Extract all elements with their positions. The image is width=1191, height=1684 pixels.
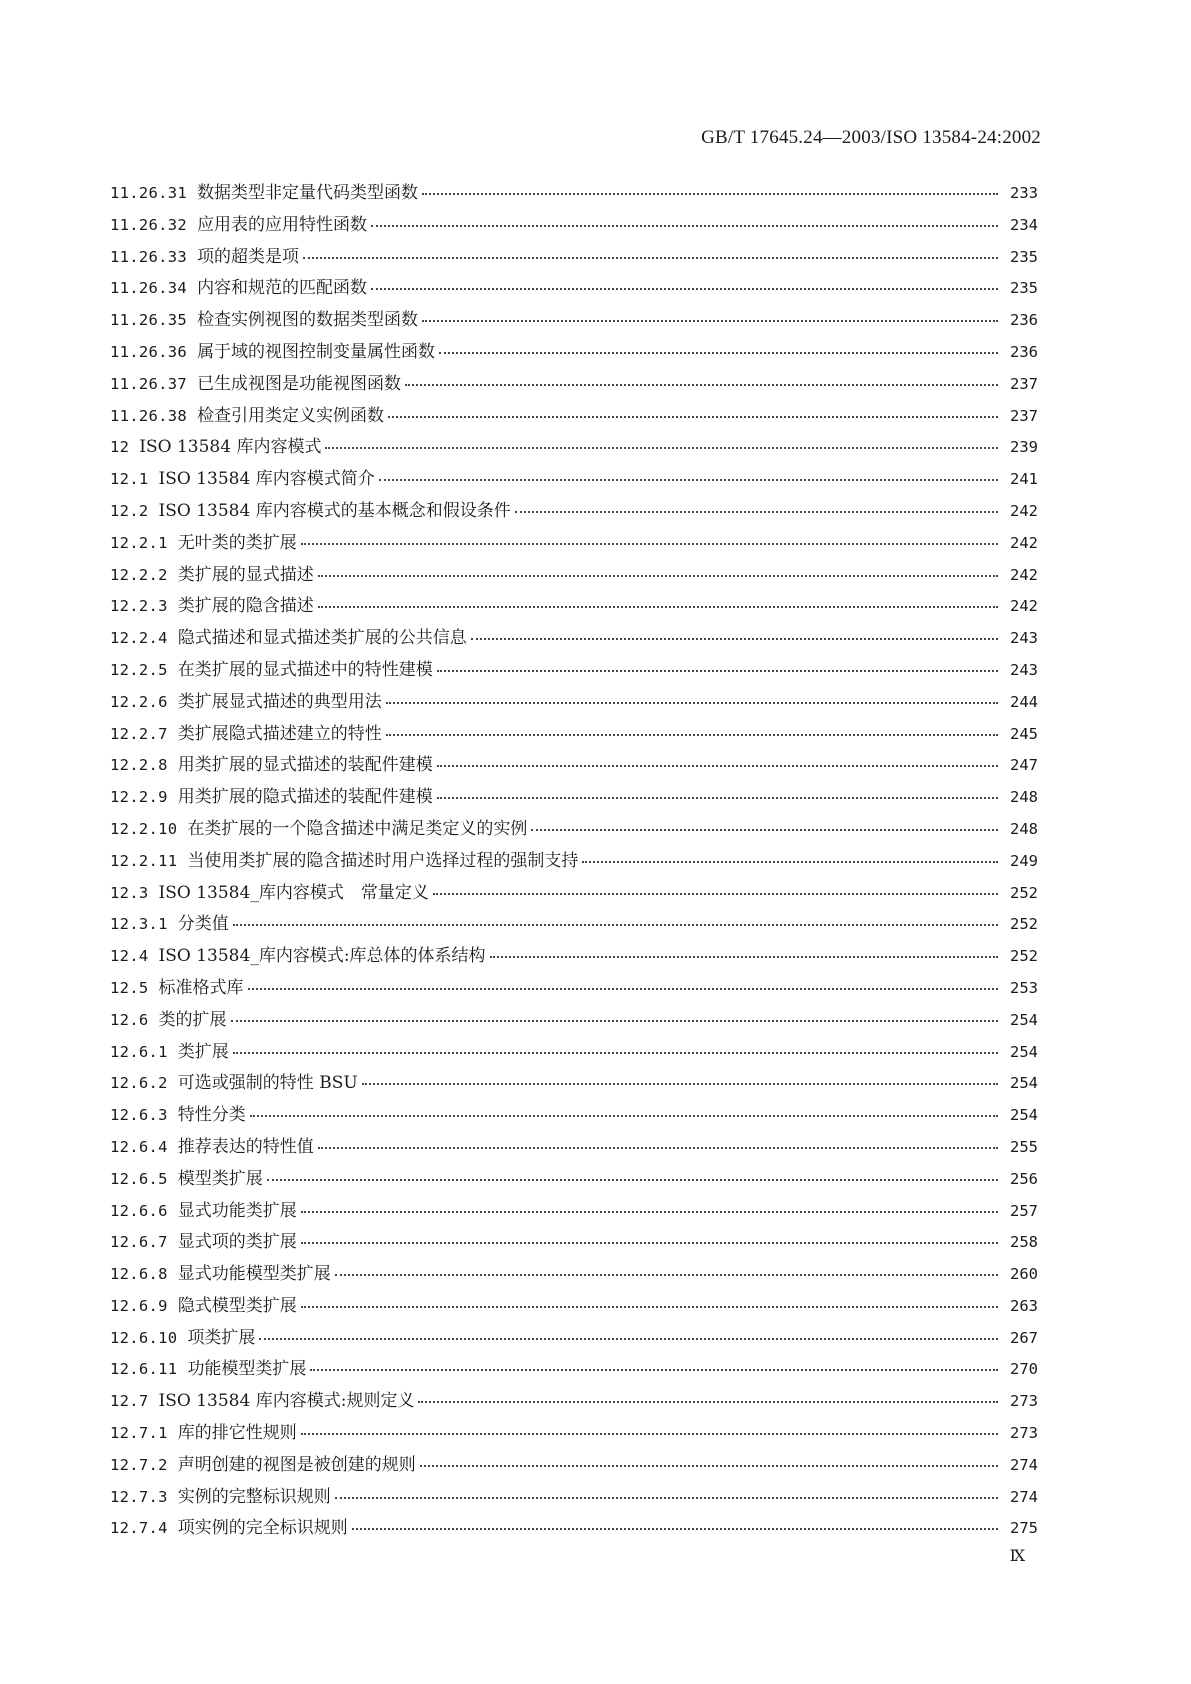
toc-entry-page: 254 bbox=[1010, 1074, 1038, 1093]
toc-entry[interactable] bbox=[110, 878, 1038, 910]
dot-leader bbox=[386, 701, 998, 704]
toc-entry-title: 内容和规范的匹配函数 bbox=[197, 278, 368, 299]
toc-entry[interactable] bbox=[110, 273, 1038, 305]
dot-leader bbox=[301, 542, 998, 545]
toc-entry-page: 253 bbox=[1010, 978, 1038, 997]
dot-leader bbox=[318, 605, 998, 608]
toc-entry-page: 270 bbox=[1010, 1360, 1038, 1379]
toc-entry[interactable] bbox=[110, 210, 1038, 242]
toc-entry-number: 12.6.4 bbox=[110, 1137, 168, 1156]
toc-entry-title: 类扩展隐式描述建立的特性 bbox=[177, 723, 382, 744]
toc-entry[interactable] bbox=[110, 1005, 1038, 1037]
dot-leader bbox=[379, 478, 998, 481]
dot-leader bbox=[250, 1114, 998, 1117]
dot-leader bbox=[418, 1400, 998, 1403]
toc-entry[interactable] bbox=[110, 623, 1038, 655]
table-of-contents bbox=[110, 178, 1038, 1545]
toc-entry[interactable] bbox=[110, 1418, 1038, 1450]
toc-entry-number: 12.6.7 bbox=[110, 1233, 168, 1252]
toc-entry-title: ISO 13584 库内容模式简介 bbox=[158, 469, 375, 490]
toc-entry-page: 254 bbox=[1010, 1042, 1038, 1061]
dot-leader bbox=[310, 1368, 998, 1371]
toc-entry[interactable] bbox=[110, 369, 1038, 401]
toc-entry[interactable] bbox=[110, 655, 1038, 687]
toc-entry-number: 12.2.7 bbox=[110, 724, 168, 743]
toc-entry-title: 功能模型类扩展 bbox=[187, 1359, 307, 1380]
toc-entry-title: 类的扩展 bbox=[158, 1009, 227, 1030]
dot-leader bbox=[437, 796, 998, 799]
dot-leader bbox=[301, 1241, 998, 1244]
toc-entry-number: 12.6.11 bbox=[110, 1360, 178, 1379]
toc-entry-number: 12.2.1 bbox=[110, 533, 168, 552]
toc-entry[interactable] bbox=[110, 1354, 1038, 1386]
toc-entry-title: 项实例的完全标识规则 bbox=[177, 1518, 348, 1539]
toc-entry-number: 12.6.2 bbox=[110, 1074, 168, 1093]
dot-leader bbox=[582, 860, 998, 863]
toc-entry[interactable] bbox=[110, 814, 1038, 846]
page-folio: Ⅸ bbox=[1009, 1548, 1025, 1565]
toc-entry[interactable] bbox=[110, 1100, 1038, 1132]
toc-entry-title: 模型类扩展 bbox=[177, 1168, 263, 1189]
toc-entry-number: 12.2.2 bbox=[110, 565, 168, 584]
toc-entry-number: 12.3.1 bbox=[110, 915, 168, 934]
toc-entry-page: 256 bbox=[1010, 1169, 1038, 1188]
toc-entry[interactable] bbox=[110, 305, 1038, 337]
toc-entry-title: 可选或强制的特性 BSU bbox=[177, 1073, 358, 1094]
toc-entry-title: 类扩展的隐含描述 bbox=[177, 596, 314, 617]
toc-entry-title: 分类值 bbox=[177, 914, 229, 935]
toc-entry[interactable] bbox=[110, 1164, 1038, 1196]
toc-entry-page: 236 bbox=[1010, 311, 1038, 330]
dot-leader bbox=[301, 1432, 998, 1435]
dot-leader bbox=[405, 383, 998, 386]
toc-entry-page: 242 bbox=[1010, 501, 1038, 520]
toc-entry-number: 11.26.38 bbox=[110, 406, 188, 425]
dot-leader bbox=[248, 987, 998, 990]
toc-entry-page: 249 bbox=[1010, 851, 1038, 870]
toc-entry-page: 239 bbox=[1010, 438, 1038, 457]
toc-entry-title: 特性分类 bbox=[177, 1105, 246, 1126]
toc-entry-page: 242 bbox=[1010, 565, 1038, 584]
dot-leader bbox=[301, 1210, 998, 1213]
dot-leader bbox=[335, 1273, 998, 1276]
toc-entry-title: 显式功能类扩展 bbox=[177, 1200, 297, 1221]
toc-entry[interactable] bbox=[110, 687, 1038, 719]
toc-entry-page: 242 bbox=[1010, 597, 1038, 616]
toc-entry-number: 12.6.6 bbox=[110, 1201, 168, 1220]
dot-leader bbox=[371, 224, 998, 227]
toc-entry-title: 用类扩展的显式描述的装配件建模 bbox=[177, 755, 433, 776]
dot-leader bbox=[318, 574, 998, 577]
dot-leader bbox=[371, 287, 998, 290]
dot-leader bbox=[420, 1464, 998, 1467]
toc-entry[interactable] bbox=[110, 528, 1038, 560]
toc-entry[interactable] bbox=[110, 782, 1038, 814]
toc-entry-number: 12.2 bbox=[110, 501, 149, 520]
dot-leader bbox=[318, 1146, 998, 1149]
toc-entry-page: 252 bbox=[1010, 947, 1038, 966]
toc-entry-number: 12.2.4 bbox=[110, 629, 168, 648]
toc-entry-title: 当使用类扩展的隐含描述时用户选择过程的强制支持 bbox=[187, 850, 579, 871]
dot-leader bbox=[325, 446, 998, 449]
toc-entry-page: 254 bbox=[1010, 1010, 1038, 1029]
toc-entry-number: 11.26.37 bbox=[110, 374, 188, 393]
dot-leader bbox=[231, 1019, 998, 1022]
toc-entry[interactable] bbox=[110, 1513, 1038, 1545]
toc-entry-page: 252 bbox=[1010, 915, 1038, 934]
toc-entry-number: 12.3 bbox=[110, 883, 149, 902]
dot-leader bbox=[531, 828, 998, 831]
dot-leader bbox=[437, 764, 998, 767]
toc-entry-title: 推荐表达的特性值 bbox=[177, 1136, 314, 1157]
toc-entry[interactable] bbox=[110, 591, 1038, 623]
toc-entry[interactable] bbox=[110, 1037, 1038, 1069]
dot-leader bbox=[303, 256, 998, 259]
toc-entry-number: 12.2.9 bbox=[110, 788, 168, 807]
toc-entry[interactable] bbox=[110, 178, 1038, 210]
dot-leader bbox=[433, 892, 998, 895]
dot-leader bbox=[259, 1337, 998, 1340]
dot-leader bbox=[471, 637, 998, 640]
toc-entry-title: 在类扩展的显式描述中的特性建模 bbox=[177, 659, 433, 680]
toc-entry-number: 12.2.10 bbox=[110, 819, 178, 838]
toc-entry-number: 12.6.3 bbox=[110, 1106, 168, 1125]
toc-entry[interactable] bbox=[110, 846, 1038, 878]
toc-entry-title: 标准格式库 bbox=[158, 977, 244, 998]
toc-entry-number: 11.26.33 bbox=[110, 247, 188, 266]
toc-entry-title: ISO 13584 库内容模式:规则定义 bbox=[158, 1391, 415, 1412]
toc-entry-number: 12.2.11 bbox=[110, 851, 178, 870]
toc-entry[interactable] bbox=[110, 750, 1038, 782]
toc-entry-title: ISO 13584 库内容模式的基本概念和假设条件 bbox=[158, 500, 511, 521]
toc-entry-title: 在类扩展的一个隐含描述中满足类定义的实例 bbox=[187, 818, 528, 839]
toc-entry-page: 274 bbox=[1010, 1487, 1038, 1506]
toc-entry-page: 248 bbox=[1010, 788, 1038, 807]
toc-entry-page: 255 bbox=[1010, 1137, 1038, 1156]
toc-entry[interactable] bbox=[110, 1482, 1038, 1514]
toc-entry-page: 243 bbox=[1010, 660, 1038, 679]
toc-entry-title: 应用表的应用特性函数 bbox=[197, 214, 368, 235]
toc-entry-page: 263 bbox=[1010, 1296, 1038, 1315]
toc-entry-number: 12.7.3 bbox=[110, 1487, 168, 1506]
toc-entry-page: 252 bbox=[1010, 883, 1038, 902]
dot-leader bbox=[267, 1178, 998, 1181]
toc-entry-number: 12 bbox=[110, 438, 130, 457]
toc-entry-page: 248 bbox=[1010, 819, 1038, 838]
toc-entry-page: 235 bbox=[1010, 279, 1038, 298]
toc-entry-number: 12.4 bbox=[110, 947, 149, 966]
toc-entry[interactable] bbox=[110, 496, 1038, 528]
toc-entry[interactable] bbox=[110, 1068, 1038, 1100]
toc-entry-number: 11.26.36 bbox=[110, 342, 188, 361]
toc-entry-title: 库的排它性规则 bbox=[177, 1423, 297, 1444]
dot-leader bbox=[233, 1051, 998, 1054]
toc-entry-title: 隐式模型类扩展 bbox=[177, 1295, 297, 1316]
toc-entry-page: 243 bbox=[1010, 629, 1038, 648]
toc-entry-title: 声明创建的视图是被创建的规则 bbox=[177, 1454, 416, 1475]
toc-entry-title: ISO 13584 库内容模式 bbox=[139, 437, 322, 458]
toc-entry-title: ISO 13584_库内容模式:库总体的体系结构 bbox=[158, 946, 486, 967]
toc-entry[interactable] bbox=[110, 1450, 1038, 1482]
toc-entry[interactable] bbox=[110, 560, 1038, 592]
toc-entry[interactable] bbox=[110, 941, 1038, 973]
toc-entry-page: 267 bbox=[1010, 1328, 1038, 1347]
toc-entry-number: 11.26.34 bbox=[110, 279, 188, 298]
toc-entry-page: 245 bbox=[1010, 724, 1038, 743]
toc-entry-page: 237 bbox=[1010, 406, 1038, 425]
dot-leader bbox=[439, 351, 998, 354]
toc-entry-number: 11.26.31 bbox=[110, 184, 188, 202]
toc-entry-page: 260 bbox=[1010, 1265, 1038, 1284]
dot-leader bbox=[335, 1496, 998, 1499]
dot-leader bbox=[437, 669, 998, 672]
toc-entry-number: 12.5 bbox=[110, 978, 149, 997]
toc-entry-page: 273 bbox=[1010, 1392, 1038, 1411]
toc-entry-title: 检查引用类定义实例函数 bbox=[197, 405, 385, 426]
toc-entry-page: 254 bbox=[1010, 1106, 1038, 1125]
toc-entry-title: 检查实例视图的数据类型函数 bbox=[197, 310, 419, 331]
toc-entry-page: 237 bbox=[1010, 374, 1038, 393]
toc-entry-number: 12.7.4 bbox=[110, 1519, 168, 1538]
dot-leader bbox=[352, 1527, 998, 1530]
toc-entry[interactable] bbox=[110, 1291, 1038, 1323]
dot-leader bbox=[388, 415, 998, 418]
dot-leader bbox=[490, 955, 998, 958]
dot-leader bbox=[362, 1082, 998, 1085]
toc-entry-number: 12.6.5 bbox=[110, 1169, 168, 1188]
toc-entry-page: 275 bbox=[1010, 1519, 1038, 1538]
toc-entry-number: 12.2.5 bbox=[110, 660, 168, 679]
toc-entry-page: 242 bbox=[1010, 533, 1038, 552]
toc-entry[interactable] bbox=[110, 337, 1038, 369]
dot-leader bbox=[422, 319, 998, 322]
toc-entry-title: 类扩展的显式描述 bbox=[177, 564, 314, 585]
toc-entry-page: 244 bbox=[1010, 692, 1038, 711]
toc-entry-page: 241 bbox=[1010, 470, 1038, 489]
toc-entry-title: 项的超类是项 bbox=[197, 246, 300, 267]
toc-entry[interactable] bbox=[110, 432, 1038, 464]
toc-entry-title: 用类扩展的隐式描述的装配件建模 bbox=[177, 787, 433, 808]
toc-entry-page: 247 bbox=[1010, 756, 1038, 775]
toc-entry[interactable] bbox=[110, 1386, 1038, 1418]
toc-entry-number: 12.6.1 bbox=[110, 1042, 168, 1061]
toc-entry-number: 12.7 bbox=[110, 1392, 149, 1411]
toc-entry[interactable] bbox=[110, 1323, 1038, 1355]
toc-entry-title: 无叶类的类扩展 bbox=[177, 532, 297, 553]
toc-entry[interactable] bbox=[110, 1196, 1038, 1228]
dot-leader bbox=[301, 1305, 998, 1308]
toc-entry-title: 数据类型非定量代码类型函数 bbox=[197, 183, 419, 203]
toc-entry-number: 11.26.32 bbox=[110, 215, 188, 234]
toc-entry-title: 实例的完整标识规则 bbox=[177, 1486, 331, 1507]
toc-entry-title: ISO 13584_库内容模式 常量定义 bbox=[158, 882, 429, 903]
standard-header: GB/T 17645.24—2003/ISO 13584-24:2002 bbox=[701, 127, 1041, 148]
toc-entry[interactable] bbox=[110, 1132, 1038, 1164]
toc-entry[interactable] bbox=[110, 719, 1038, 751]
toc-entry-title: 类扩展 bbox=[177, 1041, 229, 1062]
toc-entry-number: 12.7.1 bbox=[110, 1424, 168, 1443]
toc-entry[interactable] bbox=[110, 242, 1038, 274]
toc-entry-number: 12.6.9 bbox=[110, 1296, 168, 1315]
dot-leader bbox=[386, 733, 998, 736]
toc-entry[interactable] bbox=[110, 1259, 1038, 1291]
toc-entry-number: 12.2.8 bbox=[110, 756, 168, 775]
toc-entry[interactable] bbox=[110, 973, 1038, 1005]
toc-entry-number: 12.2.3 bbox=[110, 597, 168, 616]
toc-entry-page: 274 bbox=[1010, 1455, 1038, 1474]
toc-entry-number: 12.6.10 bbox=[110, 1328, 178, 1347]
dot-leader bbox=[515, 510, 998, 513]
toc-entry-number: 11.26.35 bbox=[110, 311, 188, 330]
toc-entry[interactable] bbox=[110, 909, 1038, 941]
toc-entry-page: 233 bbox=[1010, 184, 1038, 202]
toc-entry[interactable] bbox=[110, 1227, 1038, 1259]
toc-entry-page: 258 bbox=[1010, 1233, 1038, 1252]
toc-entry-title: 属于域的视图控制变量属性函数 bbox=[197, 341, 436, 362]
toc-entry-title: 隐式描述和显式描述类扩展的公共信息 bbox=[177, 628, 467, 649]
dot-leader bbox=[233, 923, 998, 926]
toc-entry[interactable] bbox=[110, 464, 1038, 496]
toc-entry-title: 项类扩展 bbox=[187, 1327, 256, 1348]
toc-entry-number: 12.6.8 bbox=[110, 1265, 168, 1284]
toc-entry-title: 显式功能模型类扩展 bbox=[177, 1264, 331, 1285]
toc-entry-number: 12.1 bbox=[110, 470, 149, 489]
toc-entry-number: 12.7.2 bbox=[110, 1455, 168, 1474]
toc-entry-title: 显式项的类扩展 bbox=[177, 1232, 297, 1253]
toc-entry-number: 12.2.6 bbox=[110, 692, 168, 711]
toc-entry-title: 已生成视图是功能视图函数 bbox=[197, 373, 402, 394]
toc-entry-page: 257 bbox=[1010, 1201, 1038, 1220]
toc-entry-page: 273 bbox=[1010, 1424, 1038, 1443]
toc-entry[interactable] bbox=[110, 401, 1038, 433]
toc-entry-page: 236 bbox=[1010, 342, 1038, 361]
toc-entry-page: 235 bbox=[1010, 247, 1038, 266]
toc-entry-page: 234 bbox=[1010, 215, 1038, 234]
toc-entry-title: 类扩展显式描述的典型用法 bbox=[177, 691, 382, 712]
dot-leader bbox=[422, 192, 998, 195]
toc-entry-number: 12.6 bbox=[110, 1010, 149, 1029]
